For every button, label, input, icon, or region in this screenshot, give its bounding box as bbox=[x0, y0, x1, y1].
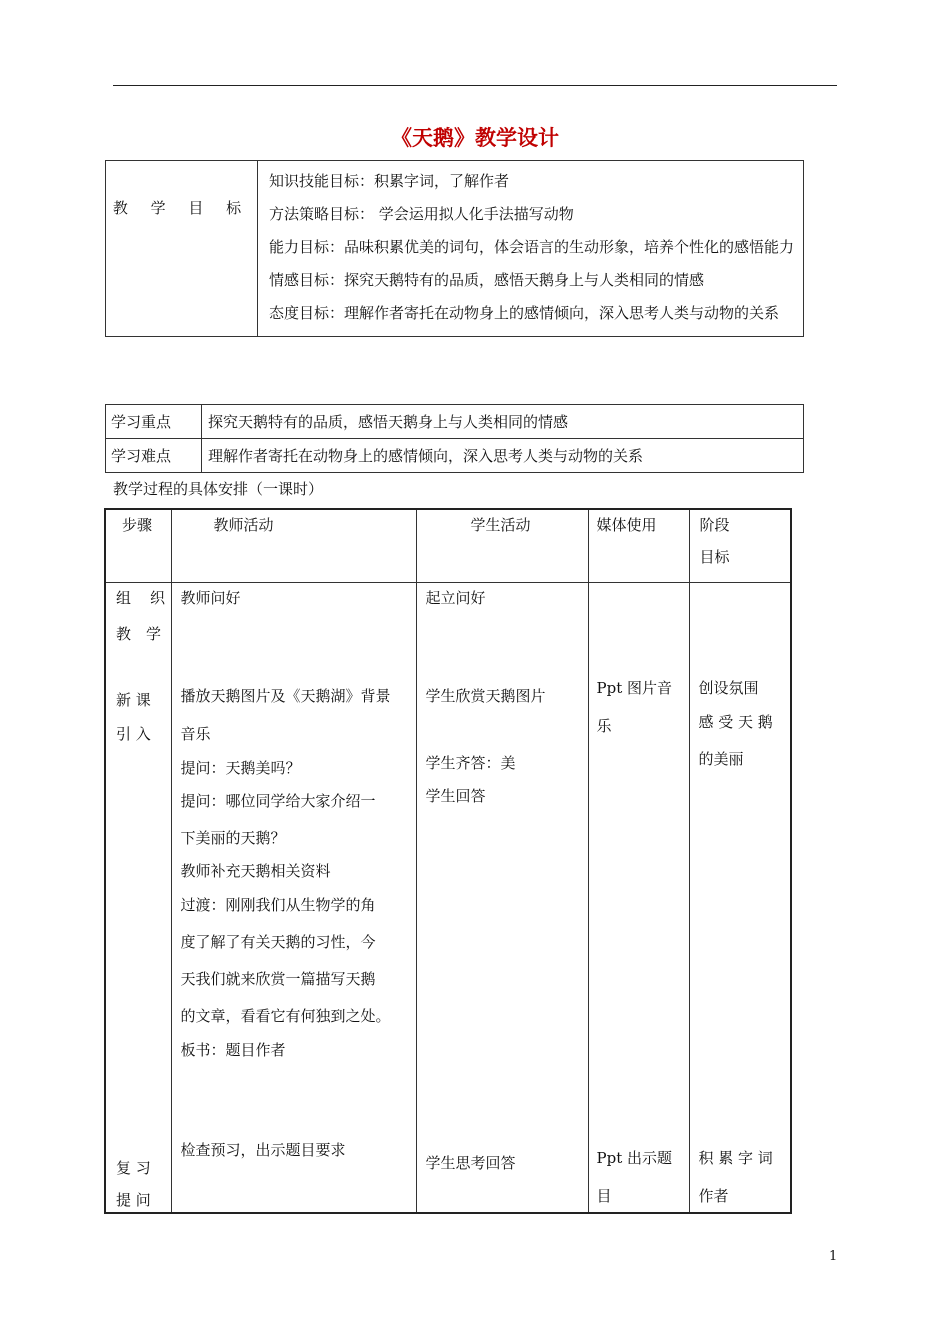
objective-ability: 能力目标：品味积累优美的词句，体会语言的生动形象，培养个性化的感悟能力 bbox=[269, 238, 795, 256]
objectives-row bbox=[106, 161, 804, 337]
media-cell bbox=[588, 583, 689, 1214]
step-review-1: 复 习 bbox=[116, 1159, 151, 1177]
goal-vocab-2: 作者 bbox=[698, 1187, 729, 1205]
student-think: 学生思考回答 bbox=[425, 1154, 516, 1172]
goal-vocab-1: 积 累 字 词 bbox=[698, 1149, 773, 1167]
objective-emotion: 情感目标：探究天鹅特有的品质，感悟天鹅身上与人类相同的情感 bbox=[269, 271, 705, 289]
teacher-play-2: 音乐 bbox=[180, 725, 211, 743]
media-pictures-1: Ppt 图片音 bbox=[596, 679, 672, 697]
student-answer-beauty: 学生齐答：美 bbox=[425, 754, 516, 772]
goal-cell bbox=[689, 583, 791, 1214]
media-question-2: 目 bbox=[596, 1187, 612, 1205]
media-pictures-2: 乐 bbox=[596, 717, 612, 735]
teacher-ask-2b: 下美丽的天鹅？ bbox=[180, 829, 286, 847]
process-heading: 教学过程的具体安排（一课时） bbox=[113, 480, 324, 498]
objective-attitude: 态度目标：理解作者寄托在动物身上的感情倾向，深入思考人类与动物的关系 bbox=[269, 304, 780, 322]
header-teacher: 教师活动 bbox=[171, 509, 416, 583]
teacher-ask-2a: 提问：哪位同学给大家介绍一 bbox=[180, 792, 376, 810]
step-cell bbox=[105, 583, 171, 1214]
objective-knowledge: 知识技能目标：积累字词，了解作者 bbox=[269, 172, 510, 190]
header-step: 步骤 bbox=[105, 509, 171, 583]
step-intro-2: 引 入 bbox=[116, 725, 151, 743]
teacher-greet: 教师问好 bbox=[180, 589, 241, 607]
page-number: 1 bbox=[829, 1249, 838, 1264]
process-body-row bbox=[105, 583, 791, 1214]
objectives-list bbox=[258, 161, 804, 337]
difficult-point-label: 学习难点 bbox=[106, 439, 202, 473]
goal-atmosphere-2: 感 受 天 鹅 bbox=[698, 713, 773, 731]
header-goal-line1: 阶段 bbox=[699, 516, 730, 534]
process-header-row bbox=[105, 509, 791, 583]
student-cell bbox=[416, 583, 588, 1214]
key-point-row bbox=[106, 405, 804, 439]
step-organize-1: 组 织 bbox=[116, 589, 168, 607]
header-student: 学生活动 bbox=[416, 509, 588, 583]
student-greet: 起立问好 bbox=[425, 589, 486, 607]
header-goal-line2: 目标 bbox=[699, 548, 730, 566]
key-point-label: 学习重点 bbox=[106, 405, 202, 439]
process-table bbox=[104, 508, 792, 1214]
teacher-cell bbox=[171, 583, 416, 1214]
header-goal bbox=[689, 509, 791, 583]
media-question-1: Ppt 出示题 bbox=[596, 1149, 672, 1167]
key-points-table bbox=[105, 404, 804, 473]
difficult-point-text: 理解作者寄托在动物身上的感情倾向，深入思考人类与动物的关系 bbox=[202, 439, 804, 473]
step-review-2: 提 问 bbox=[116, 1191, 151, 1209]
header-media: 媒体使用 bbox=[588, 509, 689, 583]
objective-method: 方法策略目标： 学会运用拟人化手法描写动物 bbox=[269, 205, 574, 223]
objectives-table bbox=[105, 160, 804, 337]
step-organize-2: 教 学 bbox=[116, 625, 162, 643]
goal-atmosphere-3: 的美丽 bbox=[698, 750, 744, 768]
teacher-board: 板书：题目作者 bbox=[180, 1041, 286, 1059]
teacher-transition-1: 过渡：刚刚我们从生物学的角 bbox=[180, 896, 376, 914]
goal-atmosphere-1: 创设氛围 bbox=[698, 679, 759, 697]
difficult-point-row bbox=[106, 439, 804, 473]
key-point-text: 探究天鹅特有的品质，感悟天鹅身上与人类相同的情感 bbox=[202, 405, 804, 439]
step-intro-1: 新 课 bbox=[116, 691, 151, 709]
objectives-label: 教 学 目 标 bbox=[106, 161, 258, 337]
teacher-transition-3: 天我们就来欣赏一篇描写天鹅 bbox=[180, 970, 376, 988]
document-title: 《天鹅》教学设计 bbox=[391, 126, 559, 150]
header-rule bbox=[113, 85, 837, 86]
student-view: 学生欣赏天鹅图片 bbox=[425, 687, 546, 705]
student-answer: 学生回答 bbox=[425, 787, 486, 805]
teacher-check: 检查预习，出示题目要求 bbox=[180, 1141, 346, 1159]
teacher-transition-4: 的文章，看看它有何独到之处。 bbox=[180, 1007, 391, 1025]
teacher-supplement: 教师补充天鹅相关资料 bbox=[180, 862, 331, 880]
teacher-play-1: 播放天鹅图片及《天鹅湖》背景 bbox=[180, 687, 391, 705]
teacher-transition-2: 度了解了有关天鹅的习性，今 bbox=[180, 933, 376, 951]
teacher-ask-1: 提问：天鹅美吗？ bbox=[180, 759, 301, 777]
